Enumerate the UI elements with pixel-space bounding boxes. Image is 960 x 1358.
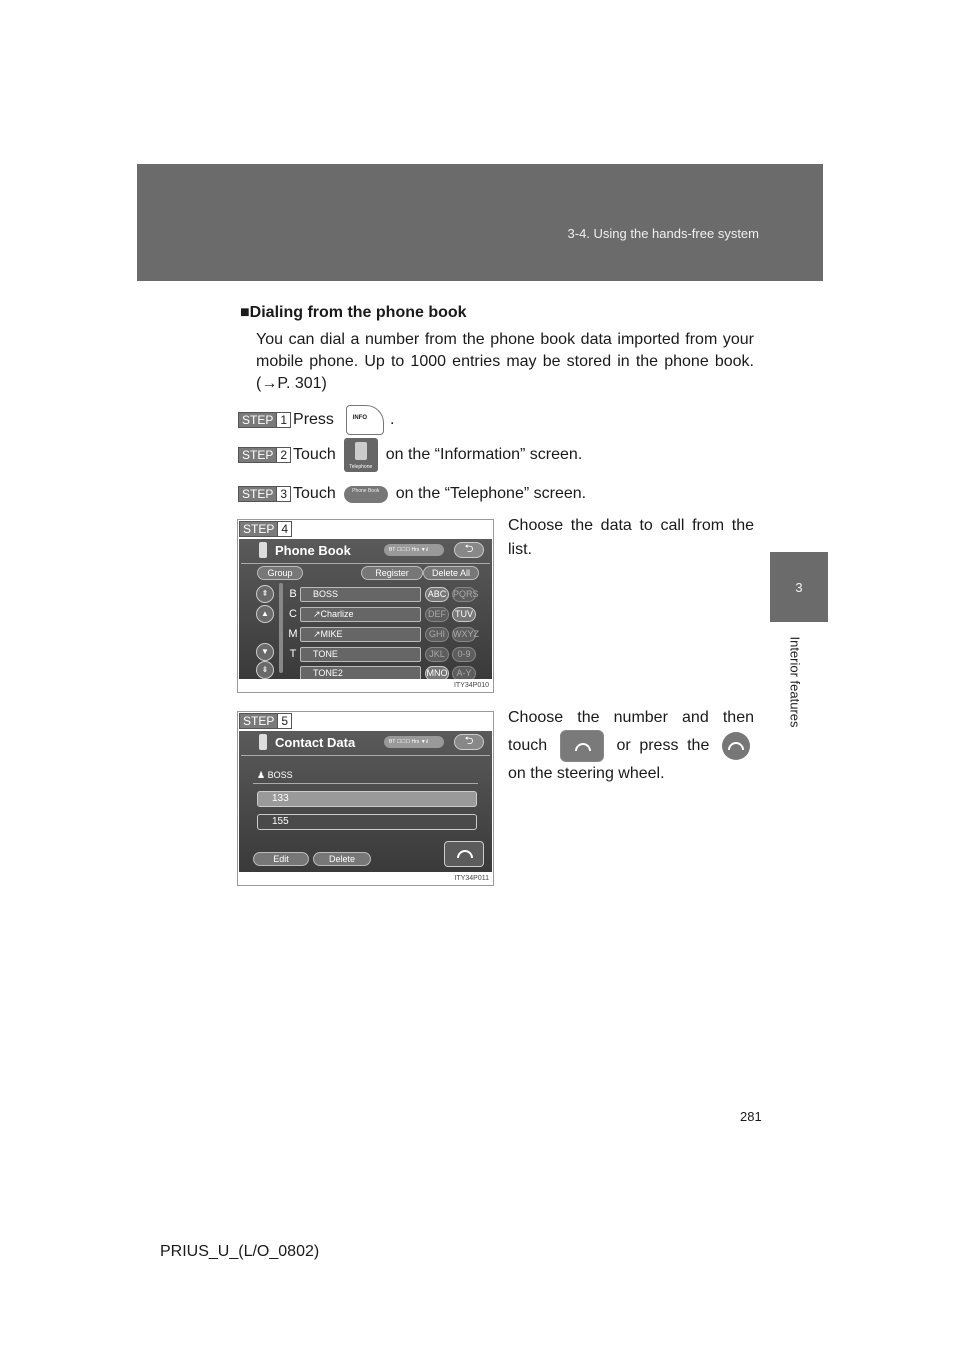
- scroll-down-icon: ▼: [256, 643, 274, 661]
- index-letter: T: [289, 648, 297, 660]
- step-3: [238, 485, 586, 503]
- phone-icon: [259, 734, 267, 750]
- step-badge: STEP 2: [238, 447, 291, 463]
- call-button: [444, 841, 484, 867]
- divider: [253, 783, 478, 784]
- scroll-up-icon: ▲: [256, 605, 274, 623]
- info-button-icon: INFO: [346, 405, 384, 435]
- step-1: [238, 405, 394, 435]
- phone-icon: [259, 542, 267, 558]
- phone-book-display: [239, 539, 492, 679]
- steering-wheel-call-icon: [722, 732, 750, 760]
- section-title: 3-4. Using the hands-free system: [567, 226, 759, 241]
- phone-number-row: 133: [257, 791, 477, 807]
- step-1-post: .: [389, 411, 395, 428]
- index-letter: B: [289, 588, 297, 600]
- contact-entry: TONE: [300, 647, 421, 662]
- phone-book-button-icon: Phone Book: [344, 486, 388, 503]
- step-3-post: on the “Telephone” screen.: [395, 485, 587, 502]
- letter-key: GHI: [425, 627, 449, 642]
- contact-data-display: [239, 731, 492, 872]
- chapter-label: Interior features: [787, 636, 803, 728]
- step-1-pre: Press: [293, 411, 334, 428]
- letter-key: DEF: [425, 607, 449, 622]
- phone-number-row: 155: [257, 814, 477, 830]
- group-button: Group: [257, 566, 303, 580]
- image-code: ITY34P010: [453, 682, 489, 689]
- index-letter: C: [289, 608, 297, 620]
- section-heading: ■Dialing from the phone book: [240, 304, 467, 321]
- page-down-icon: ⇟: [256, 661, 274, 679]
- contact-data-screenshot: [237, 711, 494, 886]
- step-5-text: Choose the number and then touch or press the on the steering wheel.: [508, 709, 754, 782]
- step-2-post: on the “Information” screen.: [385, 446, 583, 463]
- step-4-text: Choose the data to call from the list.: [508, 517, 754, 558]
- edit-button: Edit: [253, 852, 309, 866]
- contact-entry: ↗MIKE: [300, 627, 421, 642]
- call-button-icon: [560, 730, 604, 762]
- step-badge: STEP 5: [239, 713, 292, 729]
- back-button: ⮌: [454, 542, 484, 558]
- letter-key: MNO: [425, 666, 449, 679]
- image-code: ITY34P011: [454, 875, 489, 882]
- divider: [241, 755, 490, 756]
- delete-button: Delete: [313, 852, 371, 866]
- status-bar: BT ☐☐☐ Hrs ▼ıl: [384, 544, 444, 556]
- step-badge: STEP 4: [239, 521, 292, 537]
- letter-key: WXYZ: [452, 627, 476, 642]
- contact-entry: ↗Charlize: [300, 607, 421, 622]
- letter-key: JKL: [425, 647, 449, 662]
- step-badge: STEP 1: [238, 412, 291, 428]
- contact-name: ♟ BOSS: [257, 770, 293, 780]
- footer-code: PRIUS_U_(L/O_0802): [160, 1243, 320, 1260]
- index-letter: M: [288, 628, 298, 640]
- screen-title: Contact Data: [275, 735, 356, 750]
- scrollbar: [279, 583, 283, 673]
- status-bar: BT ☐☐☐ Hrs ▼ıl: [384, 736, 444, 748]
- step-badge: STEP 3: [238, 486, 291, 502]
- page-up-icon: ⇞: [256, 585, 274, 603]
- letter-key: A-Y: [452, 666, 476, 679]
- letter-key: ABC: [425, 587, 449, 602]
- register-button: Register: [361, 566, 423, 580]
- telephone-icon: Telephone: [344, 438, 378, 472]
- screen-title: Phone Book: [275, 543, 351, 558]
- chapter-number: 3: [795, 580, 803, 595]
- intro-paragraph: You can dial a number from the phone book data imported from your mobile phone. Up to 1000 entries may be stored in the phone book. (→P. 301): [256, 331, 754, 392]
- contact-entry: BOSS: [300, 587, 421, 602]
- phone-book-screenshot: [237, 519, 494, 693]
- letter-key: TUV: [452, 607, 476, 622]
- header-band: [137, 164, 823, 281]
- chapter-tab: [770, 552, 828, 622]
- handset-icon: [457, 850, 473, 858]
- step-2-pre: Touch: [293, 446, 336, 463]
- delete-all-button: Delete All: [423, 566, 479, 580]
- step-2: [238, 438, 582, 472]
- back-button: ⮌: [454, 734, 484, 750]
- letter-key: PQRS: [452, 587, 476, 602]
- step-3-pre: Touch: [293, 485, 336, 502]
- letter-key: 0-9: [452, 647, 476, 662]
- contact-entry: TONE2: [300, 666, 421, 679]
- page-number: 281: [740, 1109, 762, 1124]
- divider: [241, 563, 490, 564]
